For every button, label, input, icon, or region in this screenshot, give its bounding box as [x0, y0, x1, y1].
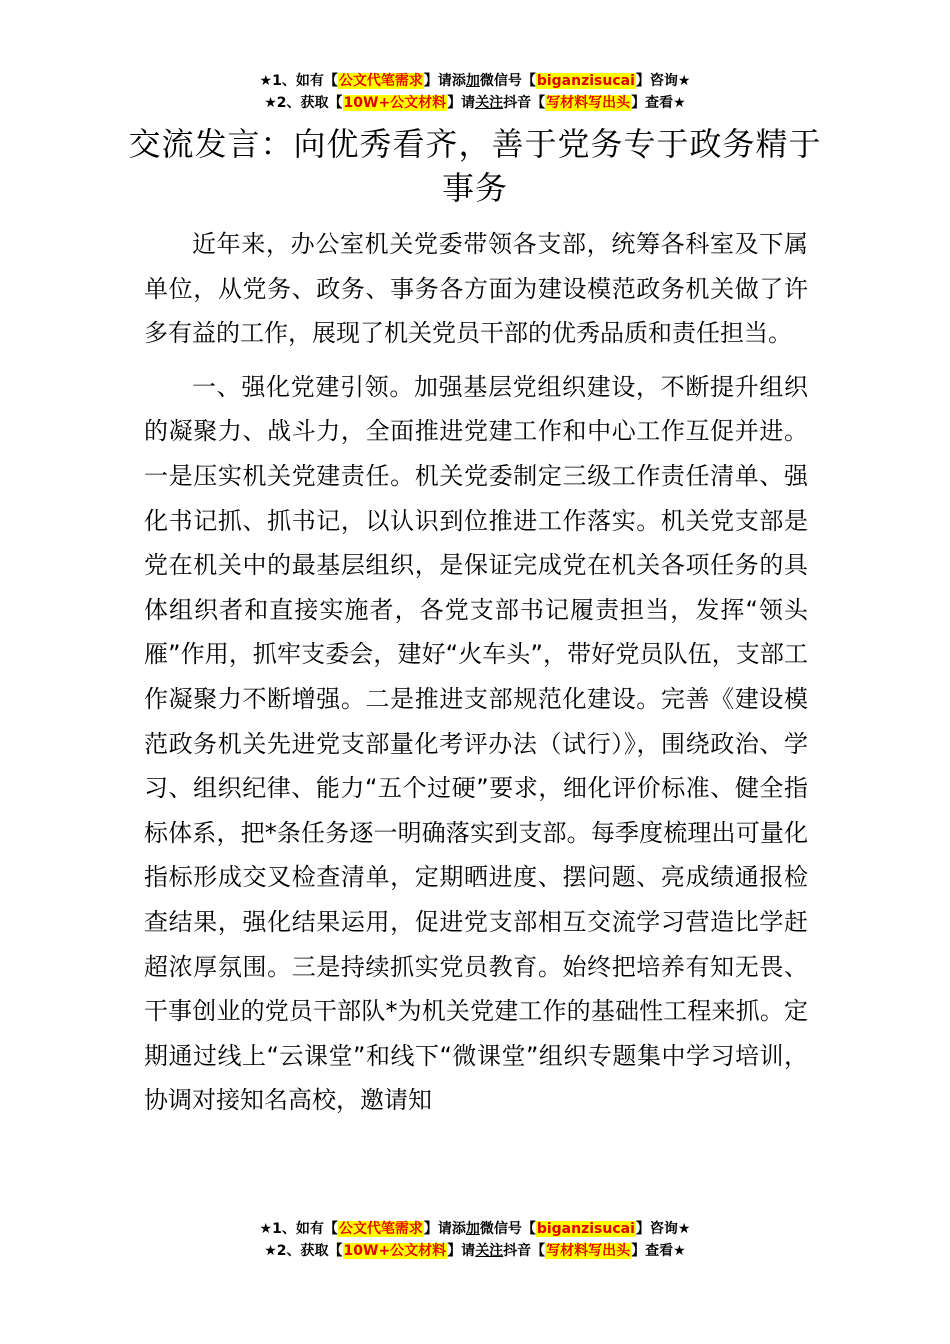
banner-text: 】咨询★ [635, 1221, 691, 1237]
banner-highlight: 10W+公文材料 [343, 1243, 447, 1259]
header-banner-line-1 [0, 70, 950, 92]
banner-text: ★1、如有【 [259, 1221, 338, 1237]
banner-underline: 关注 [475, 95, 504, 111]
banner-text: ★1、如有【 [259, 73, 338, 89]
banner-underline: 加 [465, 1221, 480, 1237]
paragraph-intro: 近年来，办公室机关党委带领各支部，统筹各科室及下属单位，从党务、政务、事务各方面为建设模范政务机关做了许多有益的工作，展现了机关党员干部的优秀品质和责任担当。 [144, 230, 808, 348]
banner-underline: 关注 [475, 1243, 504, 1259]
banner-highlight: 10W+公文材料 [343, 95, 447, 111]
banner-highlight: 公文代笔需求 [338, 73, 423, 89]
paragraph-section-1: 一、强化党建引领。加强基层党组织建设，不断提升组织的凝聚力、战斗力，全面推进党建工作和中心工作互促并进。一是压实机关党建责任。机关党委制定三级工作责任清单、强化书记抓、抓书记，以认识到位推进工作落实。机关党支部是党在机关中的最基层组织，是保证完成党在机关各项任务的具体组织者和直接实施者，各党支部书记履责担当，发挥“领头雁”作用，抓牢支委会，建好“火车头”，带好党员队伍，支部工作凝聚力不断增强。二是推进支部规范化建设。完善《建设模范政务机关先进党支部量化考评办法（试行）》，围绕政治、学习、组织纪律、能力“五个过硬”要求，细化评价标准、健全指标体系，把*条任务逐一明确落实到支部。每季度梳理出可量化指标形成交叉检查清单，定期晒进度、摆问题、亮成绩通报检查结果，强化结果运用，促进党支部相互交流学习营造比学赶超浓厚氛围。三是持续抓实党员教育。始终把培养有知无畏、干事创业的党员干部队*为机关党建工作的基础性工程来抓。定期通过线上“云课堂”和线下“微课堂”组织专题集中学习培训，协调对接知名高校，邀请知 [144, 372, 808, 1115]
banner-highlight: 写材料写出头 [546, 95, 631, 111]
banner-text: 微信号【 [479, 73, 536, 89]
banner-text: 微信号【 [479, 1221, 536, 1237]
banner-text: ★2、获取【 [264, 95, 343, 111]
banner-text: 抖音【 [503, 95, 546, 111]
footer-banner [0, 1218, 950, 1262]
banner-highlight: 写材料写出头 [546, 1243, 631, 1259]
banner-text: 】查看★ [631, 1243, 686, 1259]
banner-text: 】咨询★ [635, 73, 691, 89]
footer-banner-line-1 [0, 1218, 950, 1240]
document-title: 交流发言：向优秀看齐，善于党务专于政务精于事务 [128, 125, 822, 207]
footer-banner-line-2 [0, 1240, 950, 1262]
banner-text: 】请添 [423, 1221, 466, 1237]
banner-text: 】请添 [423, 73, 466, 89]
banner-highlight: 公文代笔需求 [338, 1221, 423, 1237]
banner-highlight: biganzisucai [536, 73, 635, 89]
banner-text: 】查看★ [631, 95, 686, 111]
banner-text: 】请 [447, 95, 476, 111]
banner-highlight: biganzisucai [536, 1221, 635, 1237]
banner-underline: 加 [465, 73, 480, 89]
banner-text: ★2、获取【 [264, 1243, 343, 1259]
header-banner [0, 70, 950, 114]
header-banner-line-2 [0, 92, 950, 114]
banner-text: 抖音【 [503, 1243, 546, 1259]
banner-text: 】请 [447, 1243, 476, 1259]
document-body [144, 222, 808, 1123]
